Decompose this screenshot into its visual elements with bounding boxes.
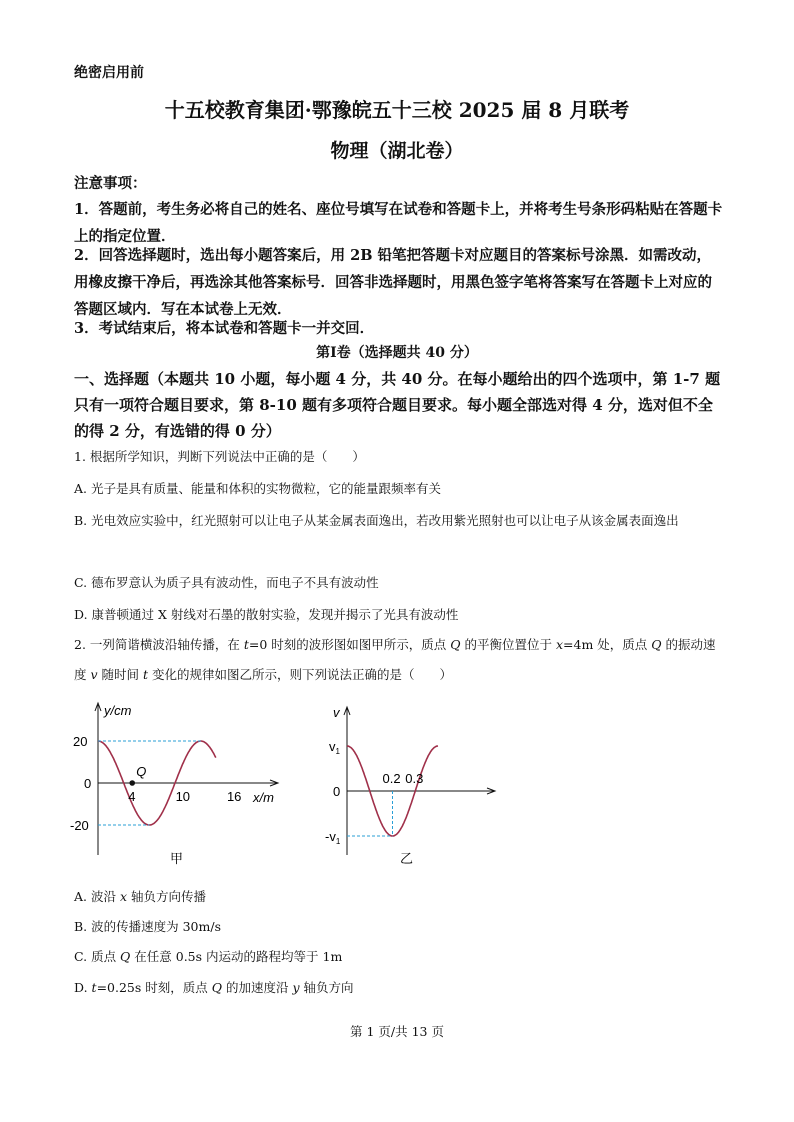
y-tick-label: 0	[84, 776, 92, 791]
y-axis-label: y/cm	[104, 703, 132, 718]
wave-graph-jia	[70, 695, 290, 870]
x-axis-label: x/m	[253, 790, 274, 805]
notes-heading: 注意事项：	[74, 175, 147, 192]
subscript: 1	[335, 837, 341, 846]
y-axis-label: v	[333, 705, 340, 720]
point-q	[129, 780, 135, 786]
t-tick-label: 0.3	[405, 771, 424, 786]
part1-heading: 第Ⅰ卷（选择题共 40 分）	[316, 345, 478, 361]
question-1-option-d: D. 康普顿通过 X 射线对石墨的散射实验，发现并揭示了光具有波动性	[74, 607, 459, 622]
chart-caption: 甲	[170, 851, 184, 866]
note-item-3: 3．考试结束后，将本试卷和答题卡一并交回．	[74, 320, 375, 337]
question-2-stem: 2. 一列简谐横波沿轴传播，在 t=0 时刻的波形图如图甲所示，质点 Q 的平衡位置位于 x=4m 处，质点 Q 的振动速度 v 随时间 t 变化的规律如图乙所示，则下列说法正确的是（ ）	[74, 637, 716, 682]
t-tick-label: 0.2	[382, 771, 401, 786]
question-1-option-c: C. 德布罗意认为质子具有波动性，而电子不具有波动性	[74, 575, 379, 590]
exam-title: 十五校教育集团·鄂豫皖五十三校 2025 届 8 月联考	[164, 98, 630, 122]
y-tick-label: $-v_1$	[325, 829, 341, 846]
question-1-option-a: A. 光子是具有质量、能量和体积的实物微粒，它的能量跟频率有关	[74, 481, 441, 496]
x-tick-label: 4	[128, 789, 136, 804]
y-tick-label: 0	[333, 784, 341, 799]
note-item-1: 1．答题前，考生务必将自己的姓名、座位号填写在试卷和答题卡上，并将考生号条形码粘贴在答题卡上的指定位置．	[74, 201, 723, 245]
note-item-2: 2．回答选择题时，选出每小题答案后，用 2B 铅笔把答题卡对应题目的答案标号涂黑．如需改动，用橡皮擦干净后，再选涂其他答案标号．回答非选择题时，用黑色签字笔将答案写在答题卡上对应的答题区域内．写在本试卷上无效．	[74, 247, 712, 318]
section1-instructions: 一、选择题（本题共 10 小题，每小题 4 分，共 40 分。在每小题给出的四个选项中，第 1-7 题只有一项符合题目要求，第 8-10 题有多项符合题目要求。每小题全部选对得 4 分，选对但不全的得 2 分，有选错的得 0 分）	[74, 370, 721, 440]
confidential-mark: 绝密启用前	[74, 65, 144, 81]
y-tick-label: -20	[70, 818, 89, 833]
velocity-graph-yi	[325, 695, 505, 870]
question-1-option-b: B. 光电效应实验中，红光照射可以让电子从某金属表面逸出，若改用紫光照射也可以让电子从该金属表面逸出	[74, 513, 679, 528]
question-2-option-d: D. t=0.25s 时刻，质点 Q 的加速度沿 y 轴负方向	[74, 980, 354, 995]
y-tick-label: 20	[73, 734, 88, 749]
x-tick-label: 10	[175, 789, 191, 804]
x-tick-label: 16	[226, 789, 242, 804]
chart-caption: 乙	[400, 851, 414, 866]
point-q-label: Q	[136, 764, 147, 779]
subscript: 1	[335, 747, 340, 756]
question-2-option-b: B. 波的传播速度为 30m/s	[74, 919, 221, 934]
question-2-option-a: A. 波沿 x 轴负方向传播	[74, 889, 206, 904]
question-2-option-c: C. 质点 Q 在任意 0.5s 内运动的路程均等于 1m	[74, 949, 343, 964]
page-footer: 第 1 页/共 13 页	[350, 1024, 444, 1039]
exam-subtitle: 物理（湖北卷）	[330, 140, 464, 162]
y-tick-label: $v_1$	[329, 739, 340, 756]
question-1-stem: 1. 根据所学知识，判断下列说法中正确的是（ ）	[74, 449, 365, 464]
